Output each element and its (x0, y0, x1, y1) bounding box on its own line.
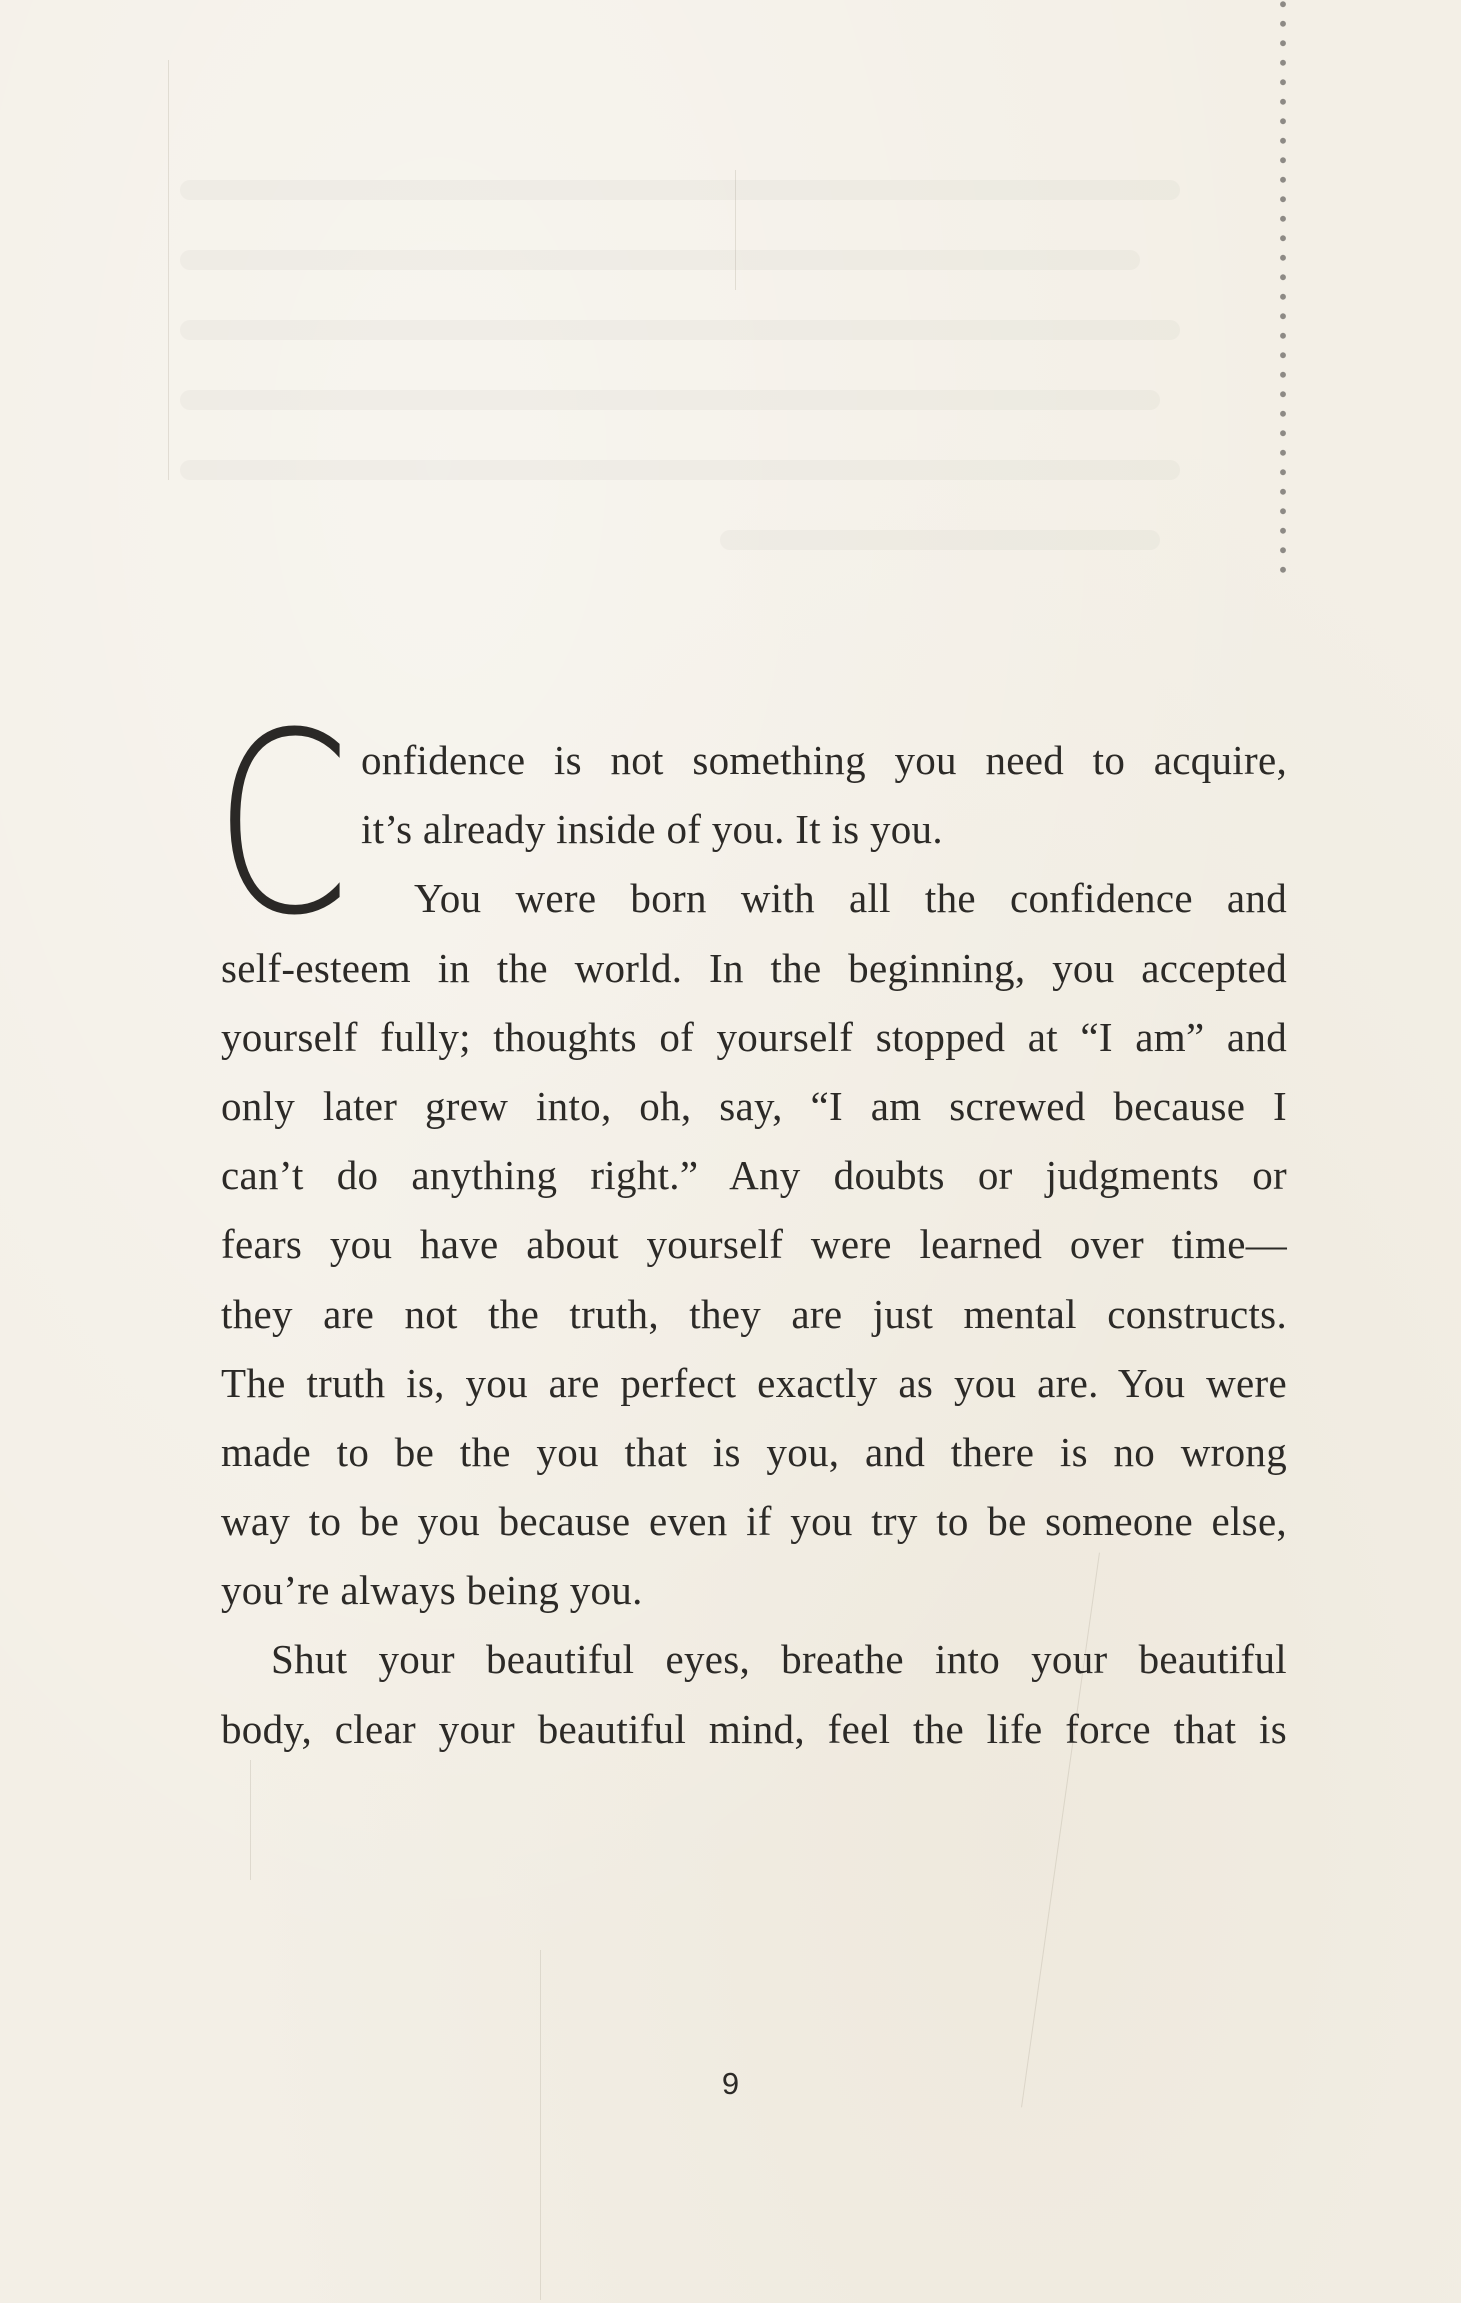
text-line: Shut your beautiful eyes, breathe into your beautiful (271, 1636, 1287, 1683)
page-number: 9 (721, 2066, 740, 2101)
text-line: You were born with all the confidence and (414, 875, 1287, 922)
text-line: it’s already inside of you. It is you. (361, 806, 943, 853)
text-line: can’t do anything right.” Any doubts or judgments or (221, 1152, 1287, 1199)
paper-crease (540, 1950, 541, 2300)
show-through-text (160, 170, 1260, 590)
text-line: they are not the truth, they are just mental constructs. (221, 1290, 1287, 1337)
text-line: fears you have about yourself were learned over time— (221, 1221, 1287, 1268)
body-text (221, 726, 1287, 1764)
text-line: body, clear your beautiful mind, feel the life force that is (221, 1705, 1287, 1752)
paper-crease (168, 60, 169, 480)
text-line: onfidence is not something you need to acquire, (361, 737, 1287, 783)
dotted-ornament-rule (1278, 0, 1288, 580)
paper-crease (250, 1760, 251, 1880)
paper-crease (735, 170, 736, 290)
drop-cap: C (214, 679, 351, 970)
text-line: The truth is, you are perfect exactly as you are. You were (221, 1359, 1287, 1406)
text-line: self-esteem in the world. In the beginning, you accepted (221, 944, 1287, 991)
text-line: yourself fully; thoughts of yourself stopped at “I am” and (221, 1013, 1287, 1060)
text-line: you’re always being you. (221, 1567, 643, 1614)
text-line: made to be the you that is you, and there is no wrong (221, 1428, 1287, 1475)
text-line: way to be you because even if you try to be someone else, (221, 1498, 1287, 1545)
text-line: only later grew into, oh, say, “I am screwed because I (221, 1082, 1287, 1129)
